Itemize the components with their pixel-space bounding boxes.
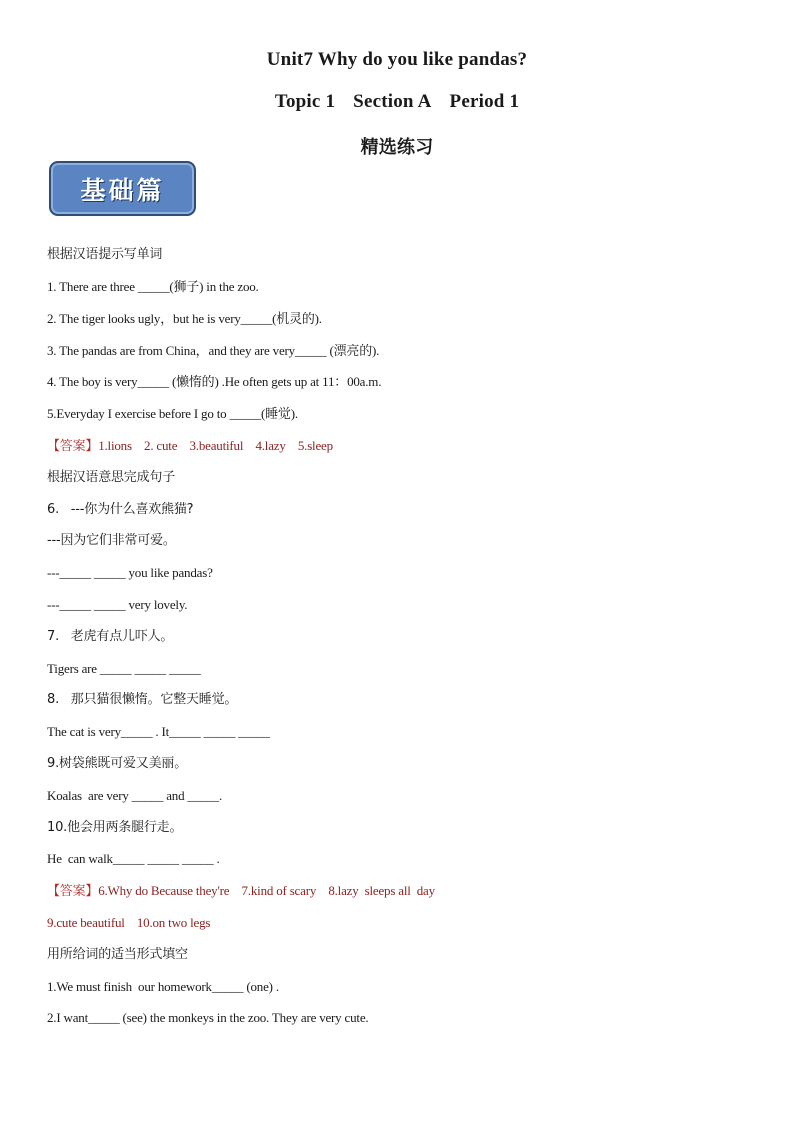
question-9-cn: 9.树袋熊既可爱又美丽。 (47, 756, 188, 771)
question-6-en-1: ---_____ _____ you like pandas? (47, 565, 213, 580)
page-subtitle (0, 91, 794, 113)
answer-text: 1.lions 2. cute 3.beautiful 4.lazy 5.sleep (98, 438, 333, 453)
answer-2-continued: 9.cute beautiful 10.on two legs (47, 915, 211, 930)
question-9-en: Koalas are very _____ and _____. (47, 788, 222, 803)
section-heading-3: 用所给词的适当形式填空 (47, 947, 188, 962)
subtitle-topic: Topic 1 (274, 91, 336, 112)
question-2: 2. The tiger looks ugly，but he is very_____(机灵的). (47, 311, 322, 326)
answer-2 (47, 883, 435, 900)
answer-1 (47, 438, 333, 455)
question-10-en: He can walk_____ _____ _____ . (47, 851, 220, 866)
fill-question-2: 2.I want_____ (see) the monkeys in the zoo. They are very cute. (47, 1010, 369, 1025)
question-6-cn: 6. ---你为什么喜欢熊猫? (47, 502, 194, 517)
answer-tag: 【答案】 (47, 884, 99, 899)
question-5: 5.Everyday I exercise before I go to _____(睡觉). (47, 406, 298, 421)
question-6-en-2: ---_____ _____ very lovely. (47, 597, 188, 612)
question-7-en: Tigers are _____ _____ _____ (47, 661, 201, 676)
subtitle-section: Section A (353, 91, 432, 112)
practice-heading: 精选练习 (360, 137, 434, 158)
section-banner (49, 161, 196, 216)
page-title: Unit7 Why do you like pandas? (266, 49, 528, 70)
subtitle-period: Period 1 (449, 91, 520, 112)
fill-question-1: 1.We must finish our homework_____ (one) . (47, 979, 279, 994)
question-7-cn: 7. 老虎有点儿吓人。 (47, 629, 174, 644)
answer-text: 6.Why do Because they're 7.kind of scary 8.lazy sleeps all day (98, 883, 435, 898)
answer-tag: 【答案】 (47, 439, 99, 454)
question-6-cn-answer: ---因为它们非常可爱。 (47, 533, 176, 548)
question-4: 4. The boy is very_____ (懒惰的) .He often gets up at 11：00a.m. (47, 374, 382, 389)
section-heading-2: 根据汉语意思完成句子 (47, 470, 176, 485)
section-heading-1: 根据汉语提示写单词 (47, 247, 163, 262)
question-1: 1. There are three _____(狮子) in the zoo. (47, 279, 259, 294)
question-8-en: The cat is very_____ . It_____ _____ _____ (47, 724, 270, 739)
banner-label: 基础篇 (80, 175, 165, 205)
question-10-cn: 10.他会用两条腿行走。 (47, 820, 183, 835)
question-3: 3. The pandas are from China，and they are very_____ (漂亮的). (47, 343, 380, 358)
question-8-cn: 8. 那只猫很懒惰。它整天睡觉。 (47, 692, 238, 707)
